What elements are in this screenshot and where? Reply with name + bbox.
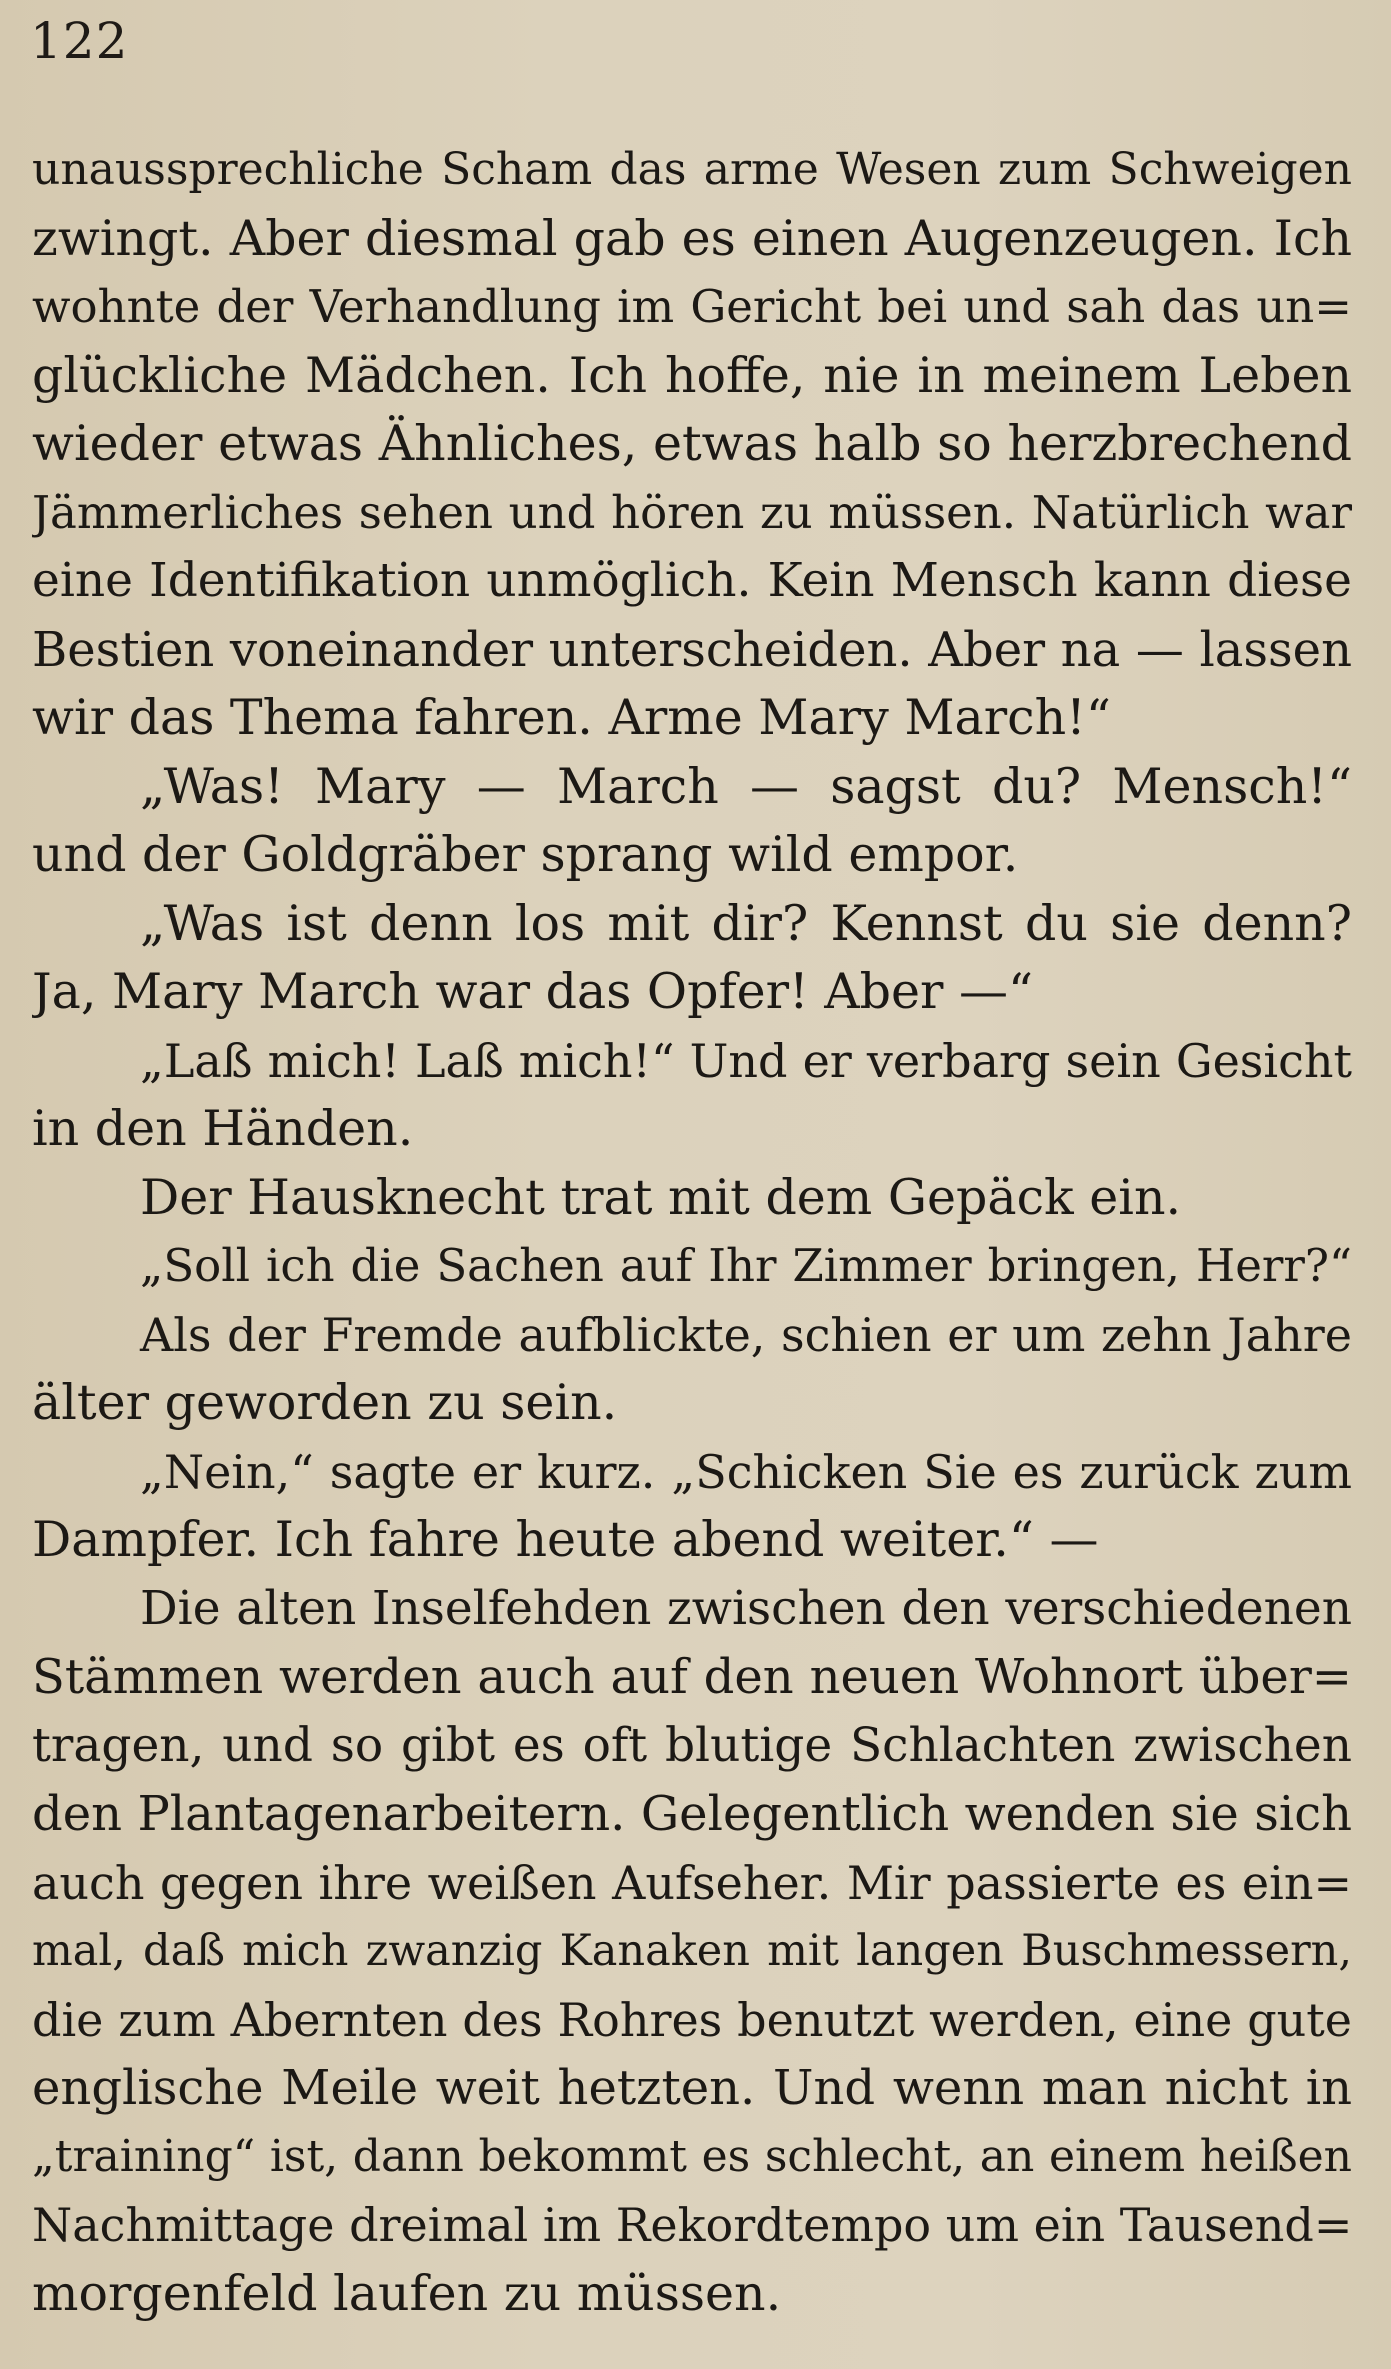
text-line: wir das Thema fahren. Arme Mary March!“	[32, 689, 1111, 746]
text-line: „Laß mich! Laß mich!“ Und er verbarg sein Gesicht	[140, 1033, 1352, 1088]
text-line: Jämmerliches sehen und hören zu müssen. Natürlich war	[32, 485, 1352, 539]
text-line: den Plantagenarbeitern. Gelegentlich wenden sie sich	[32, 1786, 1352, 1842]
text-line: eine Identifikation unmöglich. Kein Mensch kann diese	[32, 553, 1352, 608]
text-line: Stämmen werden auch auf den neuen Wohnort über=	[32, 1649, 1352, 1705]
text-line: Als der Fremde aufblickte, schien er um zehn Jahre	[140, 1307, 1352, 1362]
text-line: Der Hausknecht trat mit dem Gepäck ein.	[140, 1168, 1182, 1226]
text-line: Dampfer. Ich fahre heute abend weiter.“ —	[32, 1511, 1099, 1568]
page-number: 122	[30, 12, 129, 70]
text-line: „training“ ist, dann bekommt es schlecht, an einem heißen	[32, 2130, 1352, 2182]
text-line: in den Händen.	[32, 1100, 414, 1157]
text-line: mal, daß mich zwanzig Kanaken mit langen Buschmessern,	[32, 1926, 1352, 1976]
text-line: die zum Abernten des Rohres benutzt werden, eine gute	[32, 1992, 1352, 2047]
text-line: unaussprechliche Scham das arme Wesen zum Schweigen	[32, 144, 1352, 195]
text-line: wieder etwas Ähnliches, etwas halb so herzbrechend	[32, 415, 1352, 472]
text-line: glückliche Mädchen. Ich hoffe, nie in meinem Leben	[32, 346, 1352, 404]
text-line: wohnte der Verhandlung im Gericht bei und sah das un=	[32, 280, 1352, 333]
text-line: tragen, und so gibt es oft blutige Schlachten zwischen	[32, 1717, 1352, 1773]
text-line: englische Meile weit hetzten. Und wenn man nicht in	[32, 2060, 1352, 2116]
text-line: Die alten Inselfehden zwischen den verschiedenen	[140, 1580, 1352, 1636]
text-line: morgenfeld laufen zu müssen.	[32, 2264, 782, 2322]
text-line: „Nein,“ sagte er kurz. „Schicken Sie es zurück zum	[140, 1444, 1352, 1499]
text-line: auch gegen ihre weißen Aufseher. Mir passierte es ein=	[32, 1855, 1352, 1910]
text-line: „Was ist denn los mit dir? Kennst du sie denn?	[140, 894, 1352, 952]
text-line: „Was! Mary — March — sagst du? Mensch!“	[140, 757, 1352, 815]
text-line: zwingt. Aber diesmal gab es einen Augenzeugen. Ich	[32, 209, 1352, 267]
text-line: älter geworden zu sein.	[32, 1374, 618, 1431]
text-line: Bestien voneinander unterscheiden. Aber na — lassen	[32, 621, 1352, 678]
text-line: und der Goldgräber sprang wild empor.	[32, 826, 1019, 883]
text-line: Nachmittage dreimal im Rekordtempo um ein Tausend=	[32, 2198, 1352, 2252]
text-line: „Soll ich die Sachen auf Ihr Zimmer bringen, Herr?“	[140, 1239, 1352, 1292]
body-text	[32, 136, 1352, 2328]
text-line: Ja, Mary March war das Opfer! Aber —“	[32, 963, 1034, 1020]
